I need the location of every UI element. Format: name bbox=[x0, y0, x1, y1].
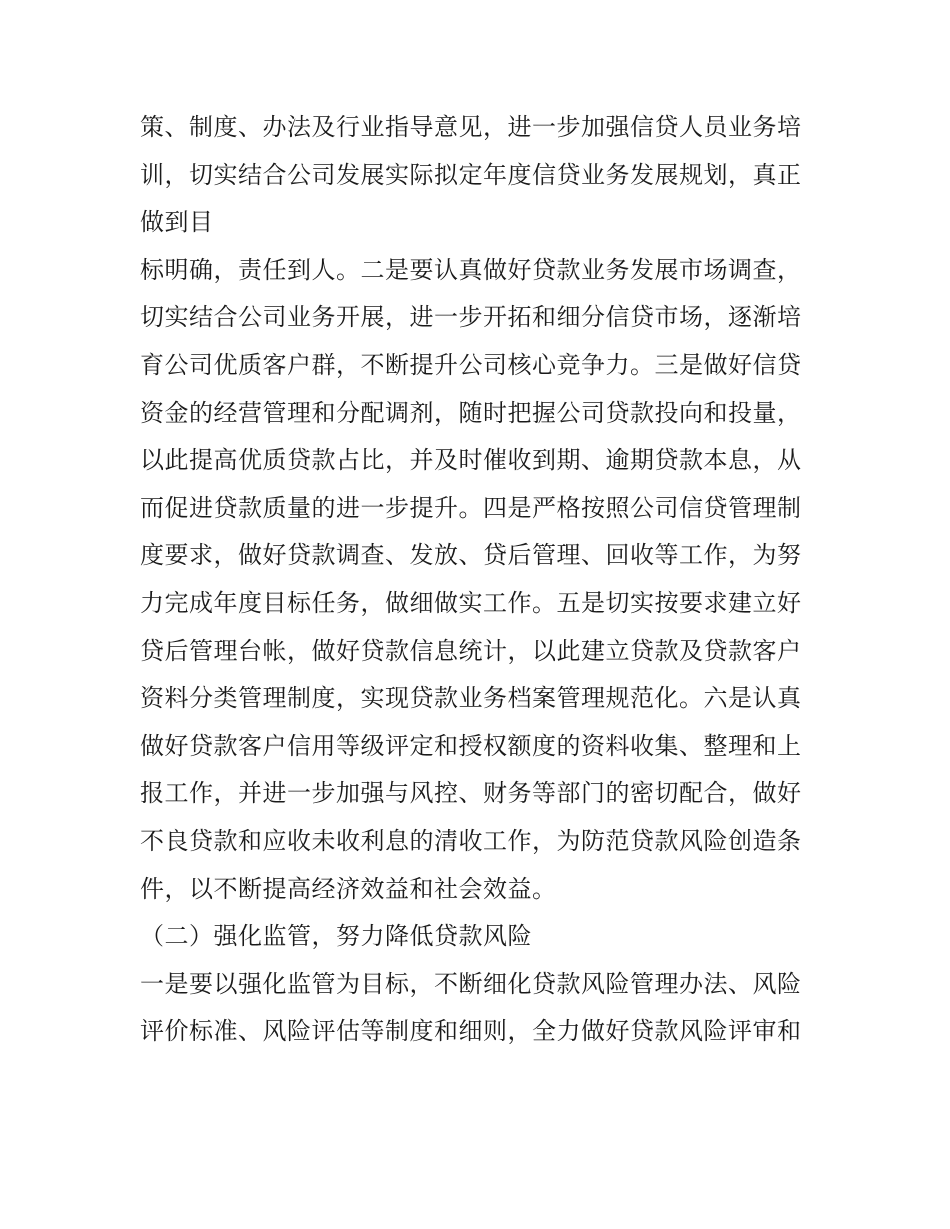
text-line-15: 报工作，并进一步加强与风控、财务等部门的密切配合，做好 bbox=[140, 779, 802, 808]
text-line-1: 策、制度、办法及行业指导意见，进一步加强信贷人员业务培 bbox=[140, 113, 802, 141]
text-line-19: 一是要以强化监管为目标，不断细化贷款风险管理办法、风险 bbox=[140, 969, 802, 998]
text-line-9: 而促进贷款质量的进一步提升。四是严格按照公司信贷管理制 bbox=[140, 493, 802, 522]
text-line-3: 做到目 bbox=[140, 208, 214, 237]
text-line-20: 评价标准、风险评估等制度和细则，全力做好贷款风险评审和 bbox=[140, 1017, 802, 1046]
section-heading: （二）强化监管，努力降低贷款风险 bbox=[140, 922, 532, 951]
text-line-5: 切实结合公司业务开展，进一步开拓和细分信贷市场，逐渐培 bbox=[140, 303, 802, 332]
document-body bbox=[140, 104, 820, 1056]
text-line-4: 标明确，责任到人。二是要认真做好贷款业务发展市场调查， bbox=[140, 255, 802, 284]
text-line-12: 贷后管理台帐，做好贷款信息统计，以此建立贷款及贷款客户 bbox=[140, 636, 802, 665]
text-line-10: 度要求，做好贷款调查、发放、贷后管理、回收等工作，为努 bbox=[140, 541, 802, 570]
text-line-8: 以此提高优质贷款占比，并及时催收到期、逾期贷款本息，从 bbox=[140, 446, 802, 475]
text-line-2: 训，切实结合公司发展实际拟定年度信贷业务发展规划，真正 bbox=[140, 160, 802, 189]
text-line-16: 不良贷款和应收未收利息的清收工作，为防范贷款风险创造条 bbox=[140, 826, 802, 855]
text-line-7: 资金的经营管理和分配调剂，随时把握公司贷款投向和投量， bbox=[140, 398, 802, 427]
text-line-14: 做好贷款客户信用等级评定和授权额度的资料收集、整理和上 bbox=[140, 731, 802, 760]
text-line-11: 力完成年度目标任务，做细做实工作。五是切实按要求建立好 bbox=[140, 588, 802, 617]
text-line-17: 件，以不断提高经济效益和社会效益。 bbox=[140, 874, 557, 903]
text-line-13: 资料分类管理制度，实现贷款业务档案管理规范化。六是认真 bbox=[140, 684, 802, 713]
text-line-6: 育公司优质客户群，不断提升公司核心竞争力。三是做好信贷 bbox=[140, 350, 802, 379]
